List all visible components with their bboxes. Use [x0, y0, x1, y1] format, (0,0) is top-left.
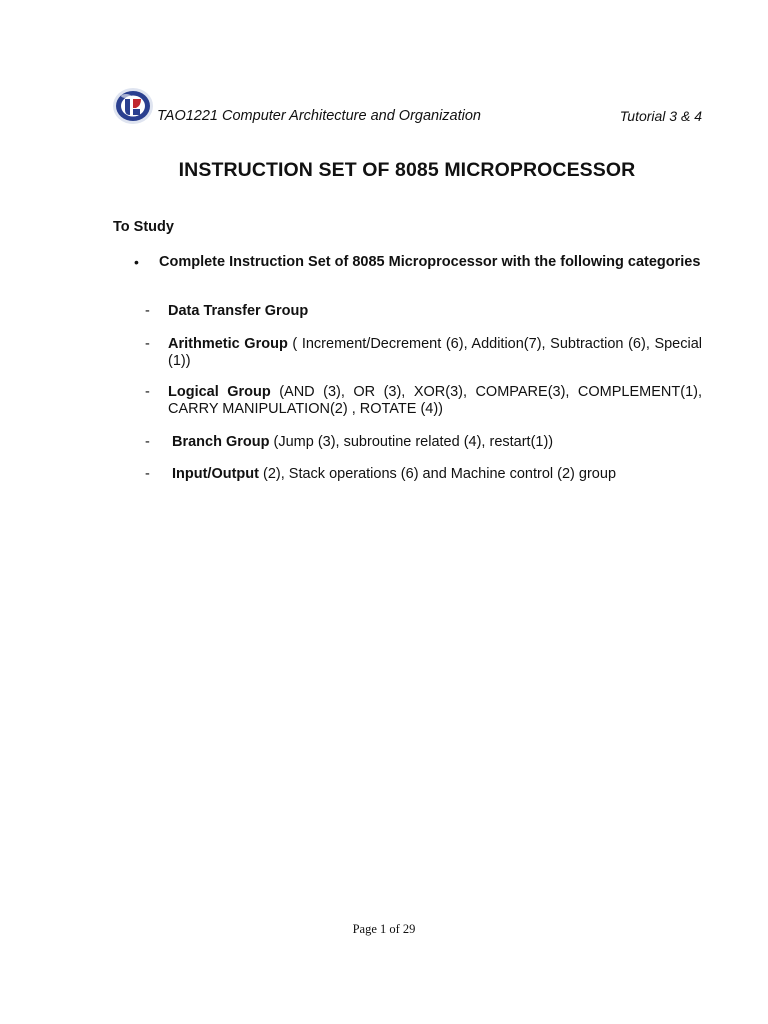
group-detail: (AND (3), OR (3), XOR(3), COMPARE(3), COMPLEMENT(1), CARRY MANIPULATION(2) , ROTATE (4)) — [168, 384, 702, 417]
document-title: INSTRUCTION SET OF 8085 MICROPROCESSOR — [178, 159, 636, 181]
bullet-text: Complete Instruction Set of 8085 Microprocessor with the following categories — [159, 254, 701, 270]
list-item-text — [172, 466, 706, 483]
group-name: Logical Group — [168, 384, 271, 400]
tutorial-label: Tutorial 3 & 4 — [619, 108, 702, 124]
page-number: Page 1 of 29 — [352, 922, 416, 936]
group-name: Branch Group — [172, 434, 270, 450]
group-name: Input/Output — [172, 466, 259, 482]
university-emblem-icon — [112, 86, 154, 126]
list-item-text — [168, 336, 702, 369]
section-heading: To Study — [113, 219, 174, 235]
group-detail: (Jump (3), subroutine related (4), restart(1)) — [269, 434, 554, 450]
dash-marker: - — [145, 466, 150, 482]
bullet-marker: • — [134, 254, 139, 270]
list-item-text — [172, 434, 706, 451]
group-name: Data Transfer Group — [168, 303, 309, 319]
list-item-text — [168, 303, 702, 320]
course-title: TAO1221 Computer Architecture and Organization — [157, 108, 481, 124]
dash-marker: - — [145, 336, 150, 352]
group-detail: ( Increment/Decrement (6), Addition(7), Subtraction (6), Special (1)) — [168, 336, 703, 369]
group-name: Arithmetic Group — [168, 336, 288, 352]
dash-marker: - — [145, 303, 150, 319]
dash-marker: - — [145, 384, 150, 400]
list-item-text — [168, 384, 702, 417]
dash-marker: - — [145, 434, 150, 450]
group-detail: (2), Stack operations (6) and Machine control (2) group — [258, 466, 617, 482]
